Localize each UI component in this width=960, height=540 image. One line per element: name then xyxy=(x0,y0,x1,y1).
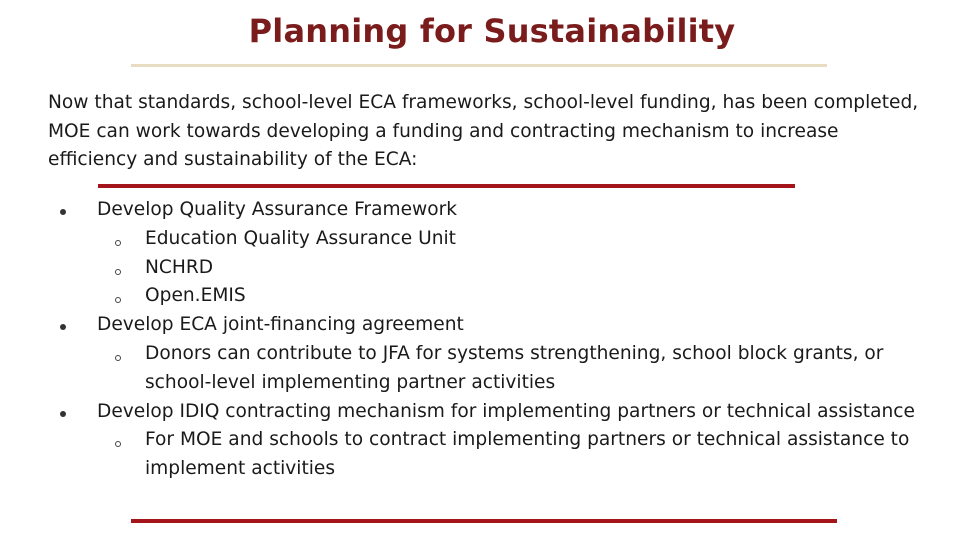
sub-bullet-ring-icon xyxy=(115,441,121,447)
sub-bullet-item xyxy=(0,225,960,254)
title-divider xyxy=(131,64,827,67)
bullet-dot-icon xyxy=(60,209,66,215)
sub-bullet-ring-icon xyxy=(115,355,121,361)
slide-title: Planning for Sustainability xyxy=(248,12,736,50)
sub-bullet-ring-icon xyxy=(115,240,121,246)
sub-bullet-ring-icon xyxy=(115,269,121,275)
bullet-item xyxy=(0,311,960,340)
bullet-list xyxy=(0,196,960,484)
sub-bullet-item xyxy=(0,426,960,484)
bullet-dot-icon xyxy=(60,411,66,417)
sub-bullet-ring-icon xyxy=(115,297,121,303)
sub-bullet-text: Education Quality Assurance Unit xyxy=(145,227,456,249)
sub-bullet-text: Open.EMIS xyxy=(145,285,246,307)
bullet-text: Develop Quality Assurance Framework xyxy=(97,199,458,220)
bullet-item xyxy=(0,196,960,225)
sub-bullet-text: Donors can contribute to JFA for systems strengthening, school block grants, or school-level implementing partner activities xyxy=(145,342,884,393)
bullet-text: Develop ECA joint-financing agreement xyxy=(97,314,464,336)
bullet-item xyxy=(0,398,960,427)
bullet-dot-icon xyxy=(60,324,66,330)
bullet-text: Develop IDIQ contracting mechanism for implementing partners or technical assistance xyxy=(97,400,915,422)
sub-bullet-text: NCHRD xyxy=(145,256,214,278)
sub-bullet-text: For MOE and schools to contract implementing partners or technical assistance to implement activities xyxy=(145,429,910,480)
sub-bullet-item xyxy=(0,282,960,311)
top-accent-divider xyxy=(98,184,795,188)
sub-bullet-item xyxy=(0,340,960,398)
sub-bullet-item xyxy=(0,254,960,283)
bottom-accent-divider xyxy=(131,519,837,523)
intro-paragraph: Now that standards, school-level ECA frameworks, school-level funding, has been completed, MOE can work towards developing a funding and contracting mechanism to increase efficiency and sustainability of the ECA: xyxy=(48,92,919,171)
